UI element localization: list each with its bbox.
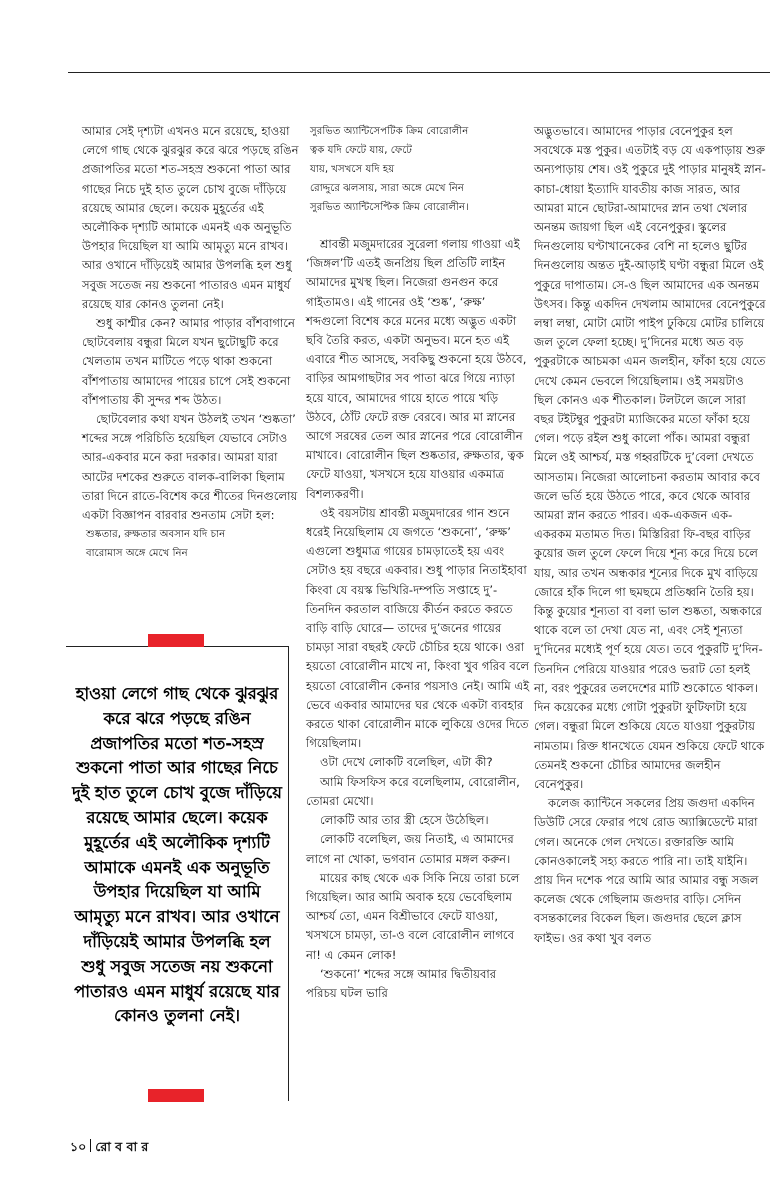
jingle-verse xyxy=(306,122,530,217)
paragraph: ‘শুকনো’ শব্দের সঙ্গে আমার দ্বিতীয়বার পরিচয় ঘটল ভারি xyxy=(306,966,497,1000)
article-column-1 xyxy=(82,122,308,563)
jingle-verse xyxy=(82,525,308,563)
pull-quote-accent-top xyxy=(148,634,204,647)
verse-line: রোদ্দুরে ঝলসায়, সারা অঙ্গে মেখে নিন xyxy=(310,183,464,194)
paragraph: ওটা দেখে লোকটি বলেছিল, এটা কী? xyxy=(320,755,493,770)
paragraph: লোকটি আর তার স্ত্রী হেসে উঠেছিল। xyxy=(320,813,489,828)
paragraph: আমার সেই দৃশ্যটা এখনও মনে রয়েছে, হাওয়া লেগে গাছ থেকে ঝুরঝুর করে ঝরে পড়ছে রঙিন প্রজাপতির মতো শত-সহস্র শুকনো পাতা আর গাছের নিচে দুই হাত তুলে চোখ বুজে দাঁড়িয়ে রয়েছে আমার ছেলে। কয়েক মুহূর্তের এই অলৌকিক দৃশ্যটি আমাকে এমনই এক অনুভূতি উপহার দিয়েছিল যা আমি আমৃত্যু মনে রাখব। আর ওখানে দাঁড়িয়েই আমার উপলব্ধি হল শুধু সবুজ সতেজ নয় শুকনো পাতারও এমন মাধুর্য রয়েছে যার কোনও তুলনা নেই। xyxy=(82,124,299,311)
paragraph: ছোটবেলার কথা যখন উঠলই তখন ‘শুষ্কতা’ শব্দের সঙ্গে পরিচিতি হয়েছিল যেভাবে সেটাও আর-একবার মনে করা দরকার। আমরা যারা আটের দশকের শুরুতে বালক-বালিকা ছিলাম তারা দিনে রাতে-বিশেষ করে শীতের দিনগুলোয় একটা বিজ্ঞাপন বারবার শুনতাম সেটা হল: xyxy=(82,412,298,523)
page-footer xyxy=(70,1139,148,1159)
article-column-2 xyxy=(306,122,530,1003)
paragraph: লোকটি বলেছিল, জয় নিতাই, এ আমাদের লাগে না খোকা, ভগবান তোমার মঙ্গল করুন। xyxy=(306,832,514,866)
magazine-name: রো ব বা র xyxy=(95,1139,149,1154)
page-number: ১০ xyxy=(70,1139,87,1154)
verse-line: শুষ্কতার, রুক্ষতার অবসান যদি চান xyxy=(86,529,226,541)
verse-line: যায়, খসখসে যদি হয় xyxy=(310,164,395,175)
pull-quote: হাওয়া লেগে গাছ থেকে ঝুরঝুর করে ঝরে পড়ছে রঙিন প্রজাপতির মতো শত-সহস্র শুকনো পাতা আর গাছের নিচে দুই হাত তুলে চোখ বুজে দাঁড়িয়ে রয়েছে আমার ছেলে। কয়েক মুহূর্তের এই অলৌকিক দৃশ্যটি আমাকে এমনই এক অনুভূতি উপহার দিয়েছিল যা আমি আমৃত্যু মনে রাখব। আর ওখানে দাঁড়িয়েই আমার উপলব্ধি হল শুধু সবুজ সতেজ নয় শুকনো পাতারও এমন মাধুর্য রয়েছে যার কোনও তুলনা নেই। xyxy=(72,684,282,1026)
verse-line: সুরভিত অ্যান্টিসেপটিক ক্রিম বোরোলীন xyxy=(310,126,469,137)
paragraph: শুধু কাশ্মীর কেন? আমার পাড়ার বাঁশবাগানে ছোটবেলায় বন্ধুরা মিলে যখন ছুটোছুটি করে খেলতাম তখন মাটিতে পড়ে থাকা শুকনো বাঁশপাতায় আমাদের পায়ের চাপে সেই শুকনো বাঁশপাতায় কী সুন্দর শব্দ উঠত। xyxy=(82,316,295,407)
header-rule xyxy=(68,72,770,73)
paragraph: কলেজ ক্যান্টিনে সকলের প্রিয় জগুদা একদিন ডিউটি সেরে ফেরার পথে রোড অ্যাক্সিডেন্টে মারা গেল। অনেকে গেল দেখতে। রক্তারক্তি আমি কোনওকালেই সহ্য করতে পারি না। তাই যাইনি। প্রায় দিন দশেক পরে আমি আর আমার বন্ধু সজল কলেজ থেকে গেছিলাম জগুদার বাড়ি। সেদিন বসন্তকালের বিকেল ছিল। জগুদার ছেলে ক্লাস ফাইভ। ওর কথা খুব বলত xyxy=(534,796,759,945)
paragraph: আমি ফিসফিস করে বলেছিলাম, বোরোলীন, তোমরা মেখো। xyxy=(306,774,520,808)
footer-divider xyxy=(90,1139,91,1152)
verse-line: ত্বক যদি ফেটে যায়, ফেটে xyxy=(310,145,412,156)
paragraph: মায়ের কাছ থেকে এক সিকি নিয়ে তারা চলে গিয়েছিল। আর আমি অবাক হয়ে ভেবেছিলাম আশ্চর্য তো, এমন বিশ্রীভাবে ফেটে যাওয়া, খসখসে চামড়া, তা-ও বলে বোরোলীন লাগবে না! এ কেমন লোক! xyxy=(306,870,520,962)
paragraph: শ্রাবন্তী মজুমদারের সুরেলা গলায় গাওয়া এই ‘জিঙ্গল’টি এতই জনপ্রিয় ছিল প্রতিটি লাইন আমাদের মুখস্থ ছিল। নিজেরা গুনগুন করে গাইতামও। এই গানের ওই ‘শুষ্ক’, ‘রুক্ষ’ শব্দগুলো বিশেষ করে মনের মধ্যে অদ্ভুত একটা ছবি তৈরি করত, একটা অনুভব। মনে হত এই এবারে শীত আসছে, সবকিছু শুকনো হয়ে উঠবে, বাড়ির আমগাছটার সব পাতা ঝরে গিয়ে ন্যাড়া হয়ে যাবে, আমাদের গায়ে হাতে পায়ে খড়ি উঠবে, ঠোঁট ফেটে রক্ত বেরবে। আর মা স্নানের আগে সরষের তেল আর স্নানের পরে বোরোলীন মাখাবে। বোরোলীন ছিল শুষ্কতার, রুক্ষতার, ত্বক ফেটে যাওয়া, খসখসে হয়ে যাওয়ার একমাত্র বিশল্যকরণী। xyxy=(306,237,527,501)
paragraph: অদ্ভুতভাবে। আমাদের পাড়ার বেনেপুকুর হল সবথেকে মস্ত পুকুর। এতটাই বড় যে একপাড়ায় শুরু অন্যপাড়ায় শেষ। ওই পুকুরে দুই পাড়ার মানুষই স্নান-কাচা-ধোয়া ইত্যাদি যাবতীয় কাজ সারত, আর আমরা মানে ছোটরা-আমাদের স্নান তথা খেলার অনন্তম জায়গা ছিল এই বেনেপুকুর। স্কুলের দিনগুলোয় ঘণ্টাখানেকের বেশি না হলেও ছুটির দিনগুলোয় অন্তত দুই-আড়াই ঘণ্টা বন্ধুরা মিলে ওই পুকুরে দাপাতাম। সে-ও ছিল আমাদের এক অনন্তম উৎসব। কিন্তু একদিন দেখলাম আমাদের বেনেপুকুরে লম্বা লম্বা, মোটা মোটা পাইপ ঢুকিয়ে মোটর চালিয়ে জল তুলে ফেলা হচ্ছে। দু’দিনের মধ্যে অত বড় পুকুরটাকে আচমকা এমন জলহীন, ফাঁকা হয়ে যেতে দেখে কেমন ভেবলে গিয়েছিলাম। ওই সময়টাও ছিল কোনও এক শীতকাল। টলটলে জলে সারা বছর টইটম্বুর পুকুরটা ম্যাজিকের মতো ফাঁকা হয়ে গেল। পড়ে রইল শুধু কালো পাঁক। আমরা বন্ধুরা মিলে ওই আশ্চর্য, মস্ত গহ্বরটিকে দু’বেলা দেখতে আসতাম। নিজেরা আলোচনা করতাম আবার কবে জলে ভর্তি হয়ে উঠতে পারে, কবে থেকে আবার আমরা স্নান করতে পারব। এক-একজন এক-একরকম মতামত দিত। মিস্তিরিরা ফি-বছর বাড়ির কুয়োর জল তুলে ফেলে দিয়ে শূন্য করে দিয়ে চলে যায়, আর তখন অন্ধকার শূন্যের দিকে মুখ বাড়িয়ে জোরে হাঁক দিলে গা ছমছমে প্রতিধ্বনি তৈরি হয়। কিন্তু কুয়োর শূন্যতা বা বলা ভাল শুষ্কতা, অন্ধকারে থাকে বলে তা দেখা যেত না, এবং সেই শূন্যতা দু’দিনের মধ্যেই পূর্ণ হয়ে যেত। তবে পুকুরটি দু’দিন-তিনদিন পেরিয়ে যাওয়ার পরেও ভরাট তো হলই না, বরং পুকুরের তলদেশের মাটি শুকোতে থাকল। দিন কয়েকের মধ্যে গোটা পুকুরটা ফুটিফাটা হয়ে গেল। বন্ধুরা মিলে শুকিয়ে যেতে যাওয়া পুকুরটায় নামতাম। রিক্ত ধানখেতে যেমন শুকিয়ে ফেটে থাকে তেমনই শুকনো চৌচির আমাদের জলহীন বেনেপুকুর। xyxy=(534,124,766,791)
verse-line: সুরভিত অ্যান্টিসেপ্টিক ক্রিম বোরোলীন। xyxy=(310,202,469,213)
article-column-3 xyxy=(534,122,766,948)
paragraph: ওই বয়সটায় শ্রাবন্তী মজুমদারের গান শুনে ধরেই নিয়েছিলাম যে জগতে ‘শুকনো’, ‘রুক্ষ’ এগুলো শুধুমাত্র গায়ের চামড়াতেই হয় এবং সেটাও হয় বছরে একবার। শুধু পাড়ার নিতাইহাবা কিংবা যে বয়স্ক ভিখিরি-দম্পতি সপ্তাহে দু’-তিনদিন করতাল বাজিয়ে কীর্তন করতে করতে বাড়ি বাড়ি ঘোরে— তাদের দু’জনের গায়ের চামড়া সারা বছরই ফেটে চৌচির হয়ে থাকে। ওরা হয়তো বোরোলীন মাখে না, কিংবা খুব গরিব বলে হয়তো বোরোলীন কেনার পয়সাও নেই। আমি এই ভেবে একবার আমাদের ঘর থেকে একটা ব্যবহার করতে থাকা বোরোলীন মাকে লুকিয়ে ওদের দিতে গিয়েছিলাম। xyxy=(306,505,530,751)
verse-line: বারোমাস অঙ্গে মেখে নিন xyxy=(86,548,188,560)
pull-quote-accent-bottom xyxy=(148,1089,204,1102)
